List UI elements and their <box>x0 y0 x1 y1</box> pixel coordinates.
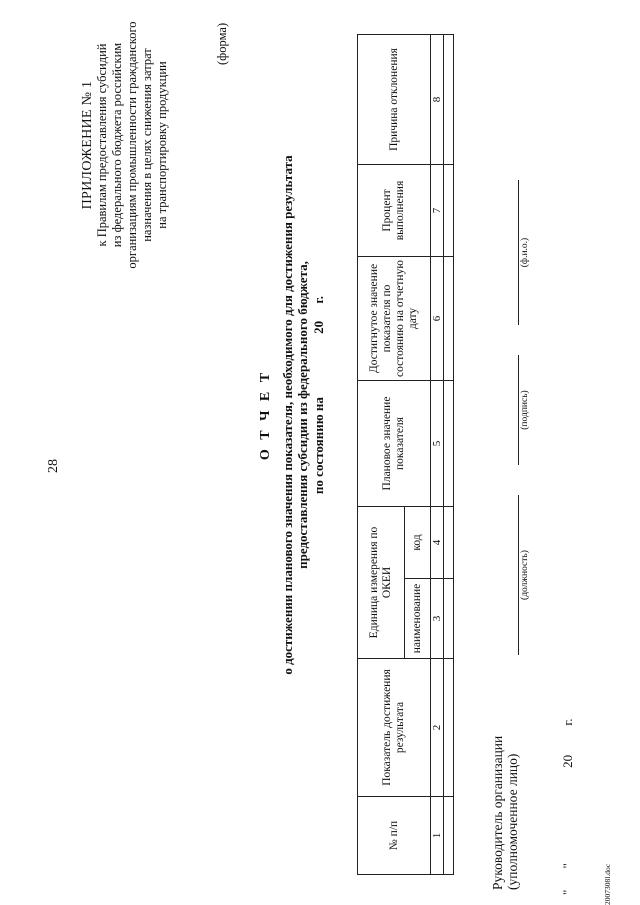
column-number: 1 <box>431 797 444 875</box>
year-prefix: 20 <box>310 320 326 334</box>
appendix-line: из федерального бюджета российским <box>110 42 124 248</box>
appendix-line: к Правилам предоставления субсидий <box>95 43 109 247</box>
year-suffix: г. <box>310 295 326 304</box>
form-label: (форма) <box>215 22 229 65</box>
position-caption: (должность) <box>520 550 530 600</box>
column-number: 6 <box>431 257 444 381</box>
appendix-heading: ПРИЛОЖЕНИЕ № 1 <box>80 80 95 210</box>
header-achieved: Достигнутое значение показателя по состоянию на отчетную дату <box>358 257 431 381</box>
table-cell <box>444 381 454 507</box>
report-title: О Т Ч Е Т <box>258 369 273 461</box>
report-subtitle-line: предоставления субсидии из федерального бюджета, <box>295 261 310 569</box>
name-line <box>518 180 519 325</box>
signature-head-line: Руководитель организации <box>490 735 505 890</box>
name-caption: (ф.и.о.) <box>520 237 530 268</box>
date-open-quote: " <box>560 889 575 895</box>
table-cell <box>444 659 454 797</box>
date-block <box>560 719 576 896</box>
header-planned: Плановое значение показателя <box>358 381 431 507</box>
column-number: 2 <box>431 659 444 797</box>
header-unit-code: код <box>405 507 431 579</box>
header-reason: Причина отклонения <box>358 35 431 165</box>
table-cell <box>444 165 454 257</box>
header-unit-name: наименование <box>405 579 431 659</box>
appendix-line: на транспортировку продукции <box>155 61 169 229</box>
header-unit: Единица измерения по ОКЕИ <box>358 507 405 659</box>
date-year-prefix: 20 <box>560 754 575 768</box>
table-cell <box>444 507 454 579</box>
date-close-quote: " <box>560 863 575 869</box>
appendix-line: организациям промышленности гражданского <box>125 21 139 269</box>
signature-head-line: (уполномоченное лицо) <box>505 753 520 890</box>
position-line <box>518 495 519 655</box>
header-indicator: Показатель достижения результата <box>358 659 431 797</box>
report-subtitle-line: о достижении планового значения показателя, необходимого для достижения результата <box>279 155 295 675</box>
signature-head <box>490 736 520 890</box>
table-empty-row <box>444 35 454 875</box>
appendix-line: назначения в целях снижения затрат <box>140 48 154 242</box>
column-number: 8 <box>431 35 444 165</box>
header-no: № п/п <box>358 797 431 875</box>
as-of-label: по состоянию на <box>310 397 326 495</box>
file-name: 2007308l.doc <box>603 863 612 905</box>
signature-caption: (подпись) <box>520 390 530 430</box>
date-year-suffix: г. <box>560 718 575 726</box>
table-cell <box>444 797 454 875</box>
column-number: 3 <box>431 579 444 659</box>
appendix-block <box>80 0 170 295</box>
table-cell <box>444 579 454 659</box>
column-number: 7 <box>431 165 444 257</box>
column-number: 5 <box>431 381 444 507</box>
page-number: 28 <box>46 459 61 473</box>
column-number: 4 <box>431 507 444 579</box>
report-as-of-line <box>311 155 327 675</box>
table-cell <box>444 257 454 381</box>
table-number-row <box>431 35 444 875</box>
table-header-row <box>358 35 405 875</box>
table-cell <box>444 35 454 165</box>
report-table <box>357 34 454 875</box>
report-title-block <box>258 155 326 675</box>
header-percent: Процент выполнения <box>358 165 431 257</box>
signature-line <box>518 355 519 465</box>
